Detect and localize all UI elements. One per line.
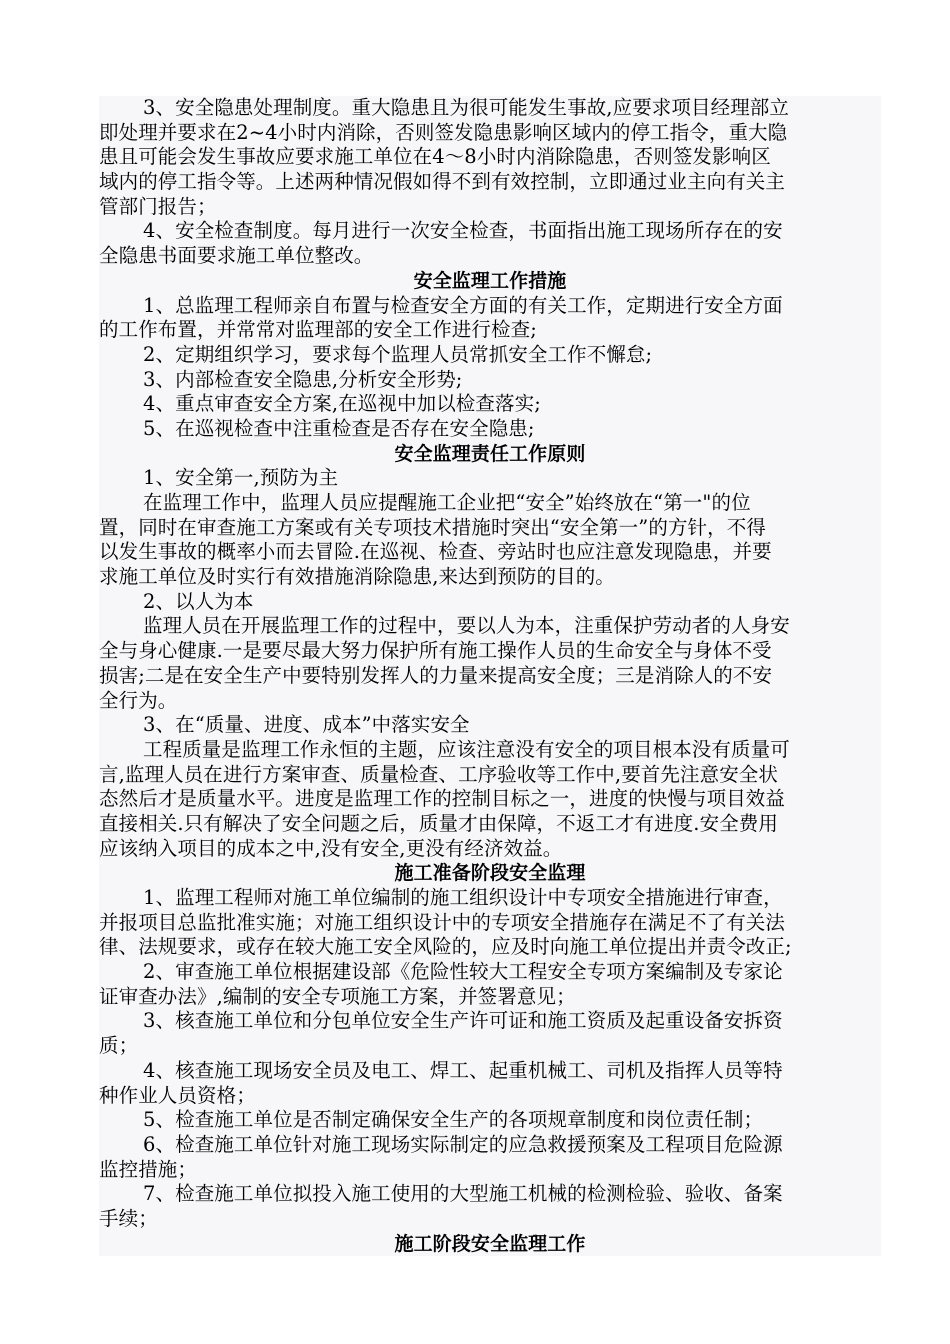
paragraph-line: 4、核查施工现场安全员及电工、焊工、起重机械工、司机及指挥人员等特 bbox=[143, 1058, 783, 1082]
section-heading: 施工阶段安全监理工作 bbox=[394, 1232, 586, 1255]
paragraph-line: 言,监理人员在进行方案审查、质量检查、工序验收等工作中,要首先注意安全状 bbox=[99, 762, 778, 786]
paragraph-line: 2、定期组织学习，要求每个监理人员常抓安全工作不懈怠; bbox=[143, 342, 653, 366]
paragraph-line: 全行为。 bbox=[99, 688, 178, 712]
paragraph-line: 求施工单位及时实行有效措施消除隐患,来达到预防的目的。 bbox=[99, 565, 615, 589]
paragraph-line: 4、重点审查安全方案,在巡视中加以检查落实; bbox=[143, 392, 541, 416]
paragraph-line: 1、监理工程师对施工单位编制的施工组织设计中专项安全措施进行审查， bbox=[143, 886, 783, 909]
paragraph-line: 以发生事故的概率小而去冒险.在巡视、检查、旁站时也应注意发现隐患，并要 bbox=[99, 540, 772, 564]
section-heading: 施工准备阶段安全监理 bbox=[394, 862, 586, 885]
paragraph-line: 患且可能会发生事故应要求施工单位在4～8小时内消除隐患，否则签发影响区 bbox=[99, 145, 771, 169]
paragraph-line: 直接相关.只有解决了安全问题之后，质量才由保障，不返工才有进度.安全费用 bbox=[99, 811, 778, 835]
paragraph-line: 全隐患书面要求施工单位整改。 bbox=[99, 244, 374, 268]
paragraph-line: 7、检查施工单位拟投入施工使用的大型施工机械的检测检验、验收、备案 bbox=[143, 1182, 783, 1206]
paragraph-line: 应该纳入项目的成本之中,没有安全,更没有经济效益。 bbox=[99, 836, 563, 860]
paragraph-line: 的工作布置，并常常对监理部的安全工作进行检查; bbox=[99, 318, 537, 342]
paragraph-line: 3、核查施工单位和分包单位安全生产许可证和施工资质及起重设备安拆资 bbox=[143, 1009, 783, 1033]
paragraph-line: 即处理并要求在2~4小时内消除，否则签发隐患影响区域内的停工指令，重大隐 bbox=[99, 120, 788, 144]
paragraph-line: 3、内部检查安全隐患,分析安全形势; bbox=[143, 367, 463, 391]
paragraph-line: 质； bbox=[99, 1034, 139, 1058]
paragraph-line: 种作业人员资格； bbox=[99, 1083, 256, 1107]
paragraph-line: 域内的停工指令等。上述两种情况假如得不到有效控制，立即通过业主向有关主 bbox=[99, 170, 786, 194]
paragraph-line: 3、安全隐患处理制度。重大隐患且为很可能发生事故,应要求项目经理部立 bbox=[143, 96, 790, 119]
paragraph-line: 律、法规要求，或存在较大施工安全风险的，应及时向施工单位提出并责令改正; bbox=[99, 935, 792, 959]
paragraph-line: 5、检查施工单位是否制定确保安全生产的各项规章制度和岗位责任制； bbox=[143, 1108, 764, 1132]
paragraph-line: 1、总监理工程师亲自布置与检查安全方面的有关工作，定期进行安全方面 bbox=[143, 293, 783, 317]
paragraph-line: 置，同时在审查施工方案或有关专项技术措施时突出“安全第一”的方针，不得 bbox=[99, 515, 766, 539]
paragraph-line: 3、在“质量、进度、成本”中落实安全 bbox=[143, 713, 470, 737]
paragraph-line: 1、安全第一,预防为主 bbox=[143, 466, 339, 490]
section-heading: 安全监理工作措施 bbox=[413, 269, 567, 292]
document-body bbox=[99, 96, 881, 1256]
paragraph-line: 5、在巡视检查中注重检查是否存在安全隐患; bbox=[143, 416, 535, 440]
paragraph-line: 并报项目总监批准实施；对施工组织设计中的专项安全措施存在满足不了有关法 bbox=[99, 910, 786, 934]
paragraph-line: 手续； bbox=[99, 1206, 158, 1230]
paragraph-line: 证审查办法》,编制的安全专项施工方案，并签署意见； bbox=[99, 984, 576, 1008]
paragraph-line: 监控措施； bbox=[99, 1157, 198, 1181]
paragraph-line: 监理人员在开展监理工作的过程中，要以人为本，注重保护劳动者的人身安 bbox=[143, 614, 790, 638]
section-heading: 安全监理责任工作原则 bbox=[394, 442, 586, 465]
paragraph-line: 管部门报告； bbox=[99, 194, 217, 218]
paragraph-line: 工程质量是监理工作永恒的主题，应该注意没有安全的项目根本没有质量可 bbox=[143, 737, 790, 761]
paragraph-line: 2、以人为本 bbox=[143, 589, 254, 613]
paragraph-line: 4、安全检查制度。每月进行一次安全检查，书面指出施工现场所存在的安 bbox=[143, 219, 783, 243]
paragraph-line: 2、审查施工单位根据建设部《危险性较大工程安全专项方案编制及专家论 bbox=[143, 960, 783, 984]
paragraph-line: 6、检查施工单位针对施工现场实际制定的应急救援预案及工程项目危险源 bbox=[143, 1132, 783, 1156]
paragraph-line: 态然后才是质量水平。进度是监理工作的控制目标之一，进度的快慢与项目效益 bbox=[99, 787, 786, 811]
paragraph-line: 全与身心健康.一是要尽最大努力保护所有施工操作人员的生命安全与身体不受 bbox=[99, 639, 772, 663]
paragraph-line: 损害;二是在安全生产中要特别发挥人的力量来提高安全度；三是消除人的不安 bbox=[99, 663, 773, 687]
paragraph-line: 在监理工作中，监理人员应提醒施工企业把“安全”始终放在“第一"的位 bbox=[143, 491, 751, 514]
